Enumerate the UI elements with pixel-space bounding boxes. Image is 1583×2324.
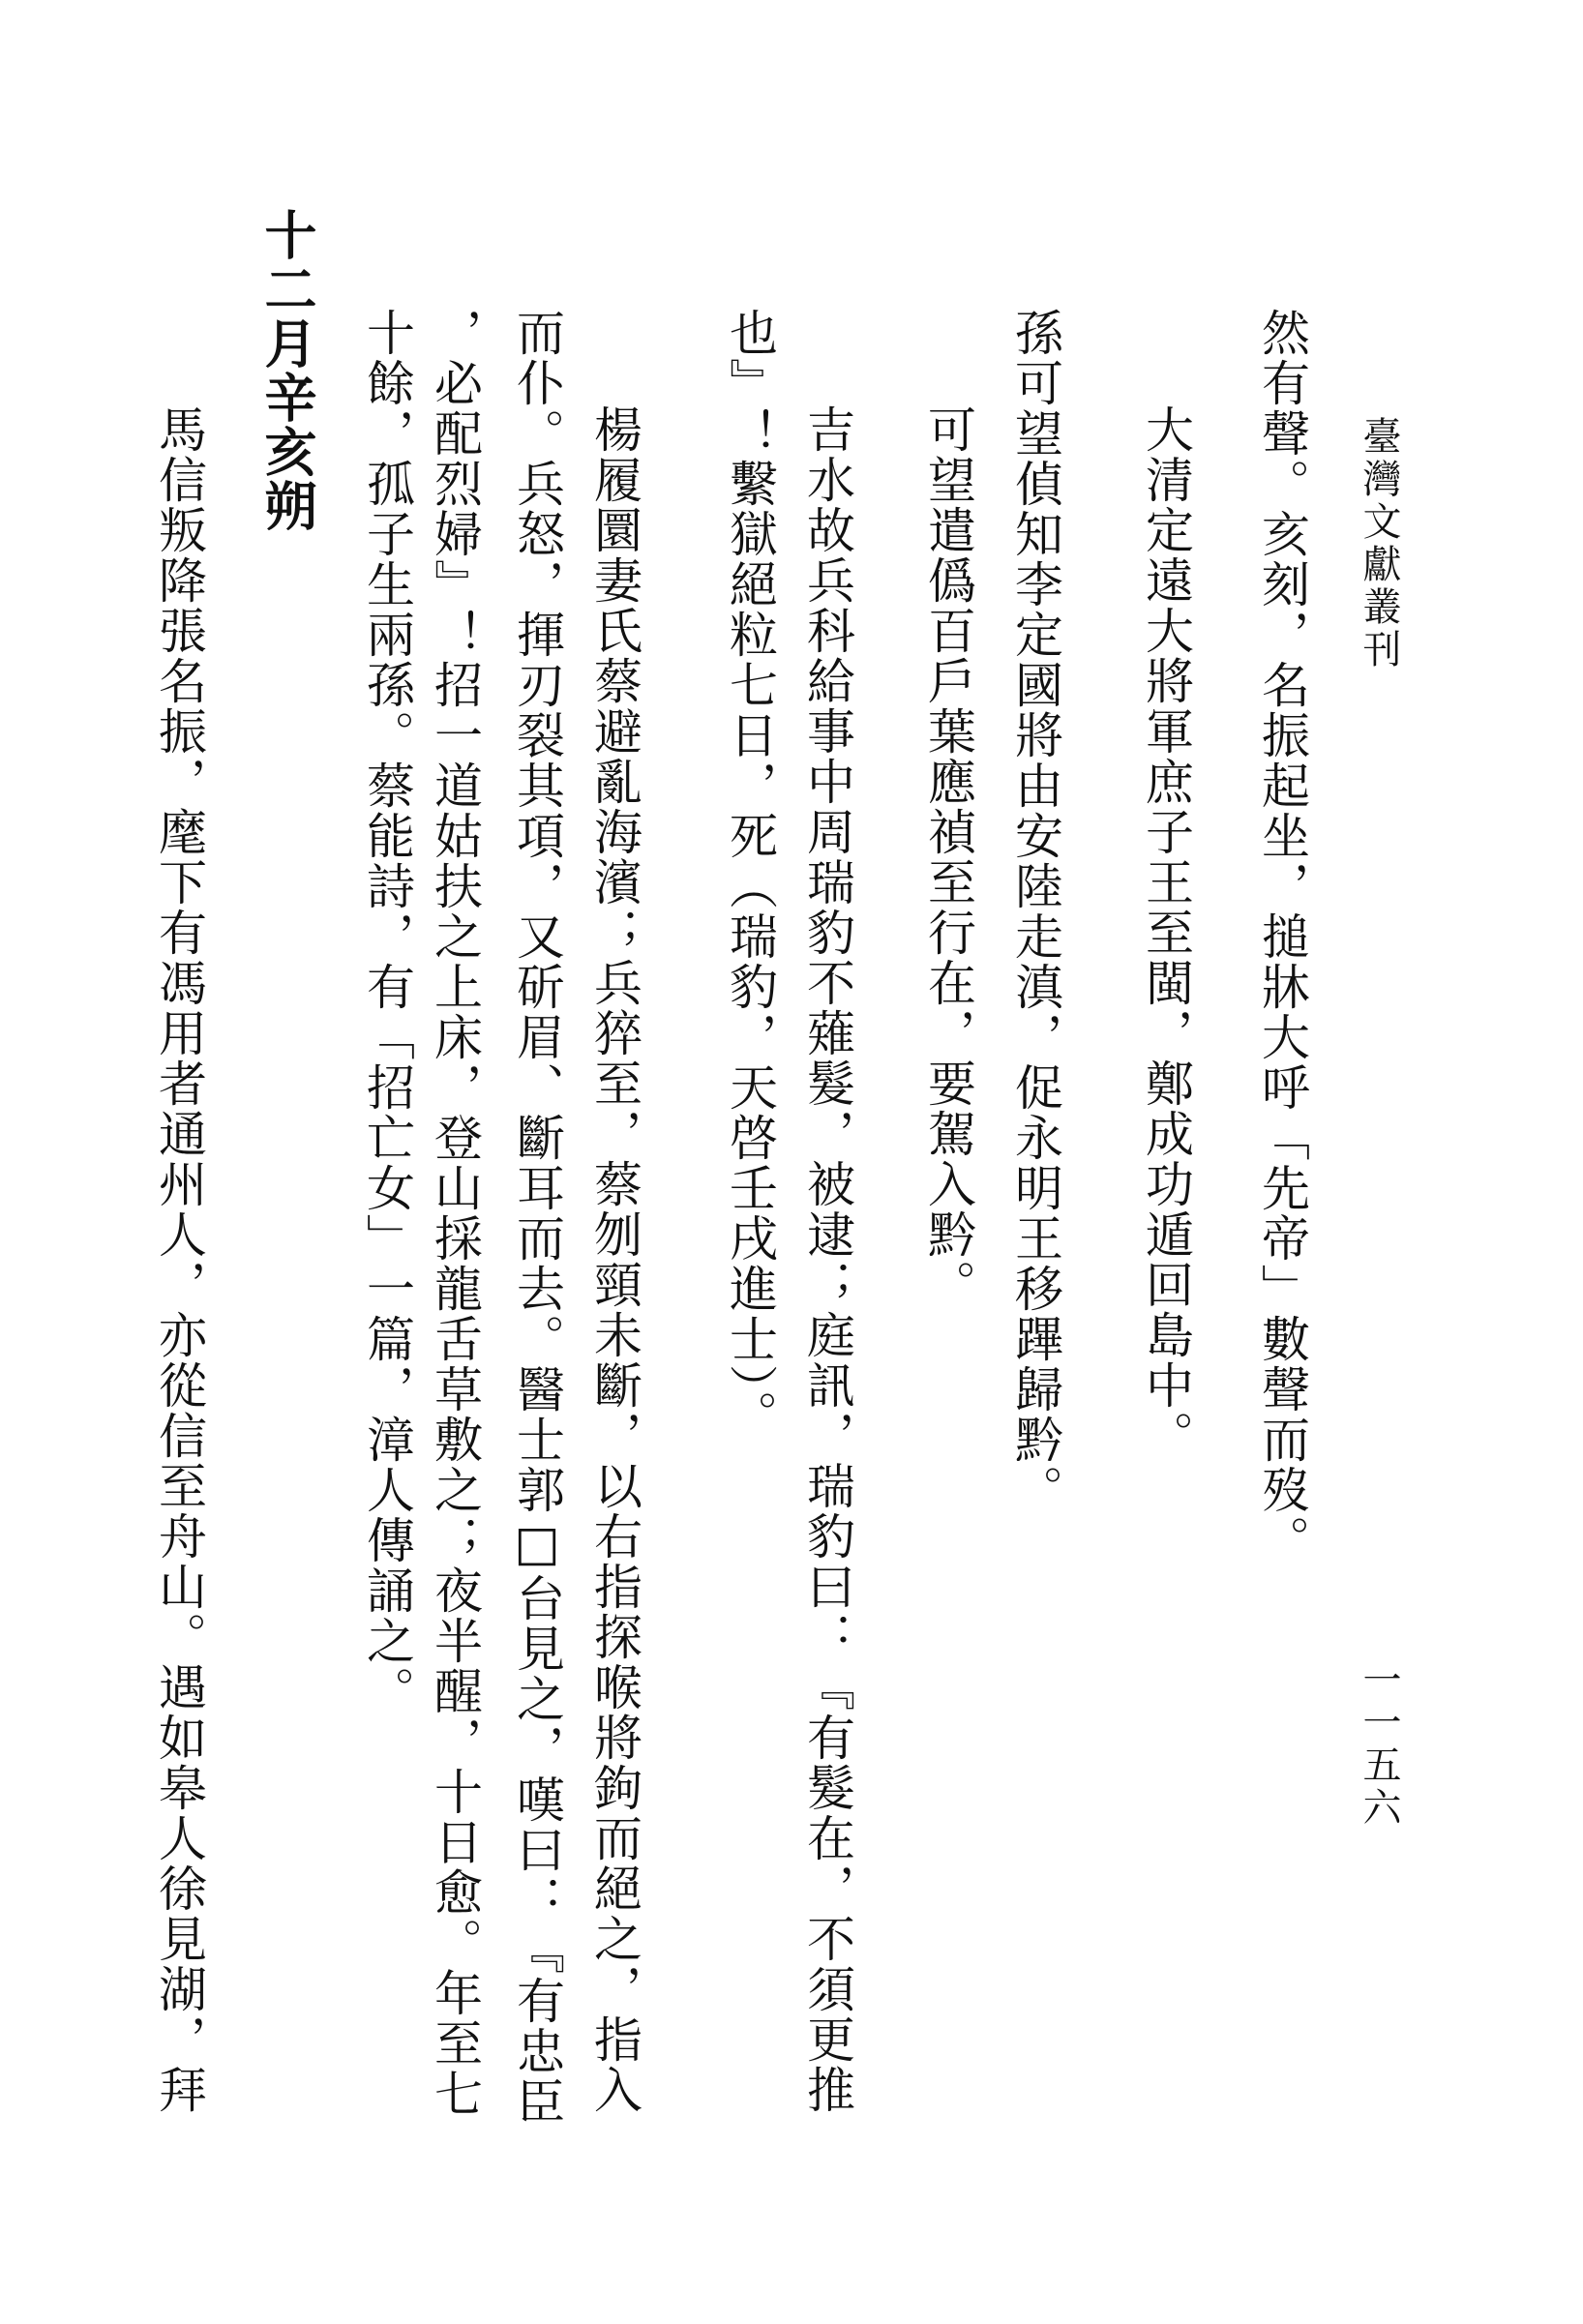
text-column-9: ，必配烈婦』！招一道姑扶之上床，登山採龍舌草敷之；夜半醒，十日愈。年至七 (427, 308, 483, 2119)
text-column-4: 可望遣僞百戶葉應禎至行在，要駕入黔。 (920, 404, 976, 1310)
text-column-2: 大清定遠大將軍庶子王至閩，鄭成功遁回島中。 (1138, 404, 1194, 1461)
text-column-7: 楊履圜妻氏蔡避亂海濱；兵猝至，蔡刎頸未斷，以右指探喉將鉤而絕之，指入 (586, 404, 642, 2115)
text-column-12: 馬信叛降張名振，麾下有馮用者通州人，亦從信至舟山。遇如皋人徐見湖，拜 (151, 404, 207, 2115)
text-column-5: 吉水故兵科給事中周瑞豹不薙髮，被逮；庭訊，瑞豹曰：『有髮在，不須更推 (799, 404, 855, 2115)
text-column-6: 也』！繫獄絕粒七日，死（瑞豹，天啓壬戌進士）。 (722, 308, 778, 1441)
text-column-1: 然有聲。亥刻，名振起坐，搥牀大呼「先帝」數聲而歿。 (1254, 308, 1310, 1565)
header-title: 臺灣文獻叢刊 (1357, 416, 1401, 671)
text-column-10: 十餘，孤子生兩孫。蔡能詩，有「招亡女」一篇，漳人傳誦之。 (359, 308, 415, 1716)
text-column-3: 孫可望偵知李定國將由安陸走滇，促永明王移蹕歸黔。 (1007, 308, 1063, 1515)
text-column-8: 而仆。兵怒，揮刃裂其項，又斫眉、斷耳而去。醫士郭□台見之，嘆曰：『有忠臣 (509, 308, 565, 2127)
month-heading: 十二月辛亥朔 (256, 208, 318, 533)
page-number: 一一五六 (1357, 1659, 1401, 1830)
